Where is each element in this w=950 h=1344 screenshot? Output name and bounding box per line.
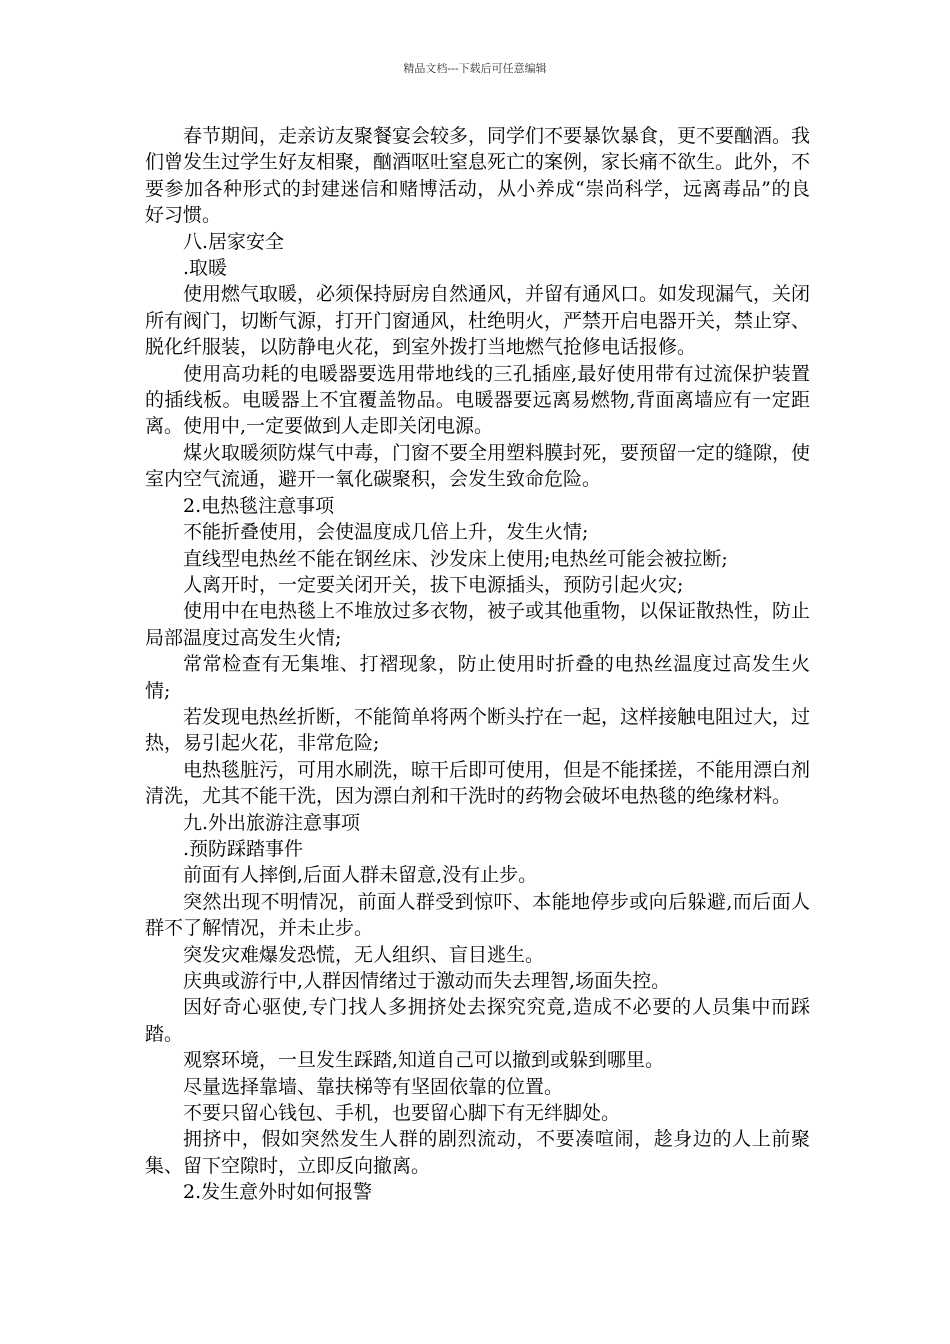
paragraph-gas-heating: 使用燃气取暖，必须保持厨房自然通风，并留有通风口。如发现漏气，关闭所有阀门，切断气源，打开门窗通风，杜绝明火，严禁开启电器开关，禁止穿、脱化纤服装，以防静电火花，到室外拨打当地燃气抢修电话报修。 (145, 283, 811, 359)
list-item-observe: 观察环境，一旦发生踩踏,知道自己可以撤到或躲到哪里。 (183, 1049, 665, 1072)
section-heading-travel: 九.外出旅游注意事项 (183, 811, 361, 834)
list-item-no-heavy-objects: 使用中在电热毯上不堆放过多衣物，被子或其他重物，以保证散热性，防止局部温度过高发生火情; (145, 600, 811, 649)
list-item-curiosity: 因好奇心驱使,专门找人多拥挤处去探究究竟,造成不必要的人员集中而踩踏。 (145, 996, 810, 1045)
list-item-fall: 前面有人摔倒,后面人群未留意,没有止步。 (183, 864, 538, 887)
list-item-turn-off: 人离开时，一定要关闭开关，拔下电源插头，预防引起火灾; (183, 573, 684, 596)
list-item-panic: 突发灾难爆发恐慌，无人组织、盲目逃生。 (183, 943, 545, 966)
document-body (145, 123, 810, 1206)
list-item-watch-feet: 不要只留心钱包、手机，也要留心脚下有无绊脚处。 (183, 1102, 621, 1125)
list-item-crowd-flow: 拥挤中，假如突然发生人群的剧烈流动，不要凑喧闹，趁身边的人上前聚集、留下空隙时，立即反向撤离。 (145, 1128, 810, 1177)
subheading-heating: .取暖 (183, 257, 228, 280)
list-item-broken-wire: 若发现电热丝折断，不能简单将两个断头拧在一起，这样接触电阻过大，过热，易引起火花，非常危险; (145, 705, 811, 755)
list-item-wire-bed: 直线型电热丝不能在钢丝床、沙发床上使用;电热丝可能会被拉断; (183, 547, 728, 570)
list-item-sudden-situation: 突然出现不明情况，前面人群受到惊吓、本能地停步或向后躲避,而后面人群不了解情况，并未止步。 (145, 890, 810, 940)
paragraph-electric-heater: 使用高功耗的电暖器要选用带地线的三孔插座,最好使用带有过流保护装置的插线板。电暖器上不宜覆盖物品。电暖器要远离易燃物,背面离墙应有一定距离。使用中,一定要做到人走即关闭电源。 (145, 362, 810, 438)
page-header: 精品文档---下载后可任意编辑 (403, 62, 547, 75)
subheading-electric-blanket: 2.电热毯注意事项 (183, 494, 335, 517)
subheading-report-police: 2.发生意外时如何报警 (183, 1181, 373, 1204)
list-item-cleaning: 电热毯脏污，可用水刷洗，晾干后即可使用，但是不能揉搓，不能用漂白剂清洗，尤其不能干洗，因为漂白剂和干洗时的药物会破坏电热毯的绝缘材料。 (145, 758, 811, 808)
subheading-stampede: .预防踩踏事件 (183, 837, 304, 860)
section-heading-home-safety: 八.居家安全 (183, 230, 285, 253)
list-item-wall: 尽量选择靠墙、靠扶梯等有坚固依靠的位置。 (183, 1075, 564, 1098)
list-item-no-folding: 不能折叠使用，会使温度成几倍上升，发生火情; (183, 521, 589, 544)
list-item-check-folds: 常常检查有无集堆、打褶现象，防止使用时折叠的电热丝温度过高发生火情; (145, 653, 810, 702)
paragraph-spring-festival: 春节期间，走亲访友聚餐宴会较多，同学们不要暴饮暴食，更不要酗酒。我们曾发生过学生好友相聚，酗酒呕吐窒息死亡的案例，家长痛不欲生。此外，不要参加各种形式的封建迷信和赌博活动，从小养成“崇尚科学，远离毒品”的良好习惯。 (145, 125, 811, 227)
paragraph-coal-heating: 煤火取暖须防煤气中毒，门窗不要全用塑料膜封死，要预留一定的缝隙，使室内空气流通，避开一氧化碳聚积，会发生致命危险。 (145, 441, 811, 491)
list-item-celebration: 庆典或游行中,人群因情绪过于激动而失去理智,场面失控。 (183, 970, 671, 992)
